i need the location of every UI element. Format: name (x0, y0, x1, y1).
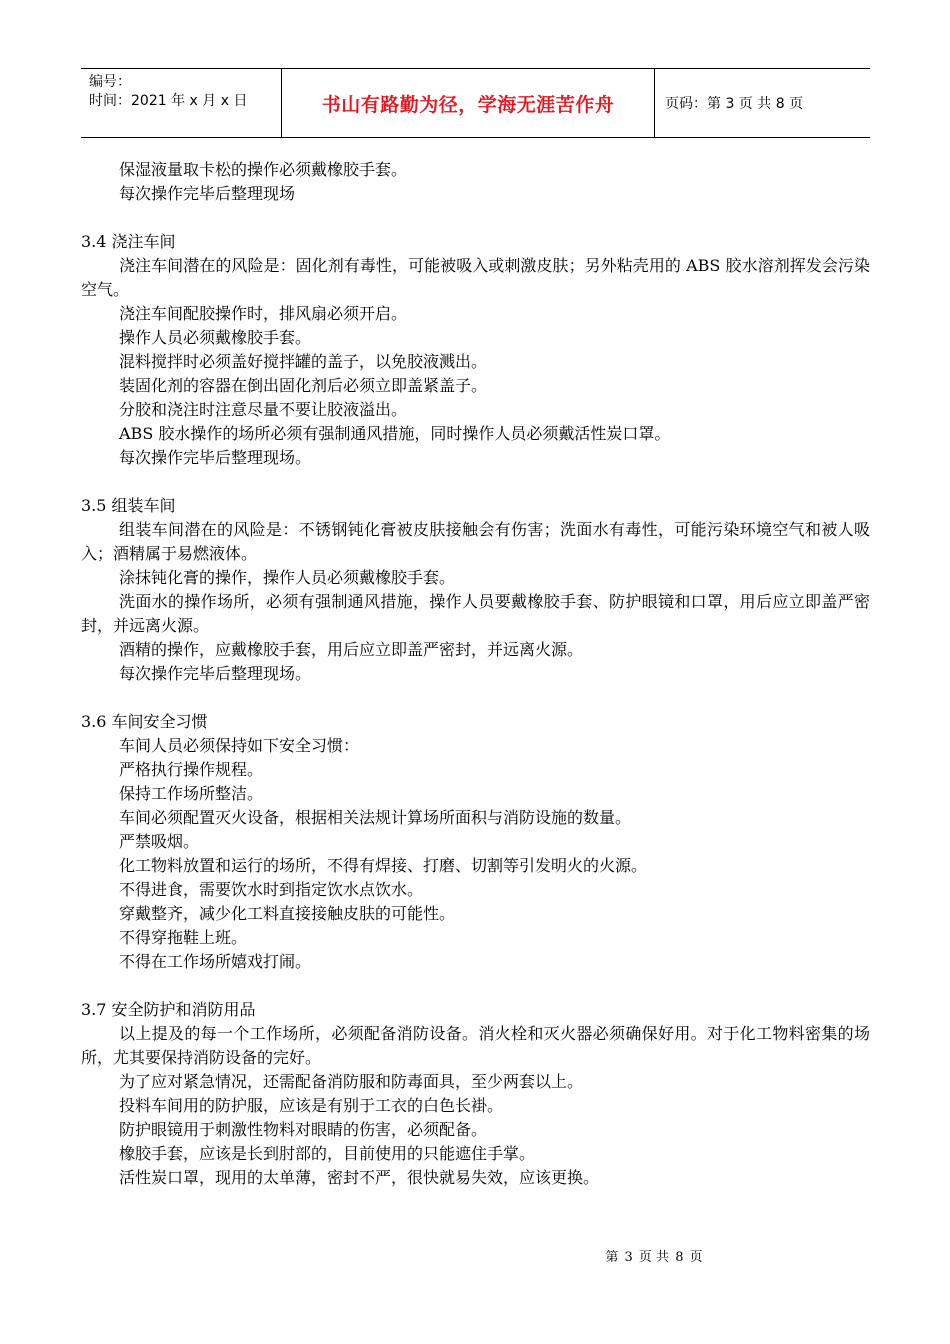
paragraph: 保湿液量取卡松的操作必须戴橡胶手套。 (119, 160, 408, 179)
paragraph: 不得穿拖鞋上班。 (119, 928, 248, 947)
paragraph: 操作人员必须戴橡胶手套。 (119, 328, 312, 347)
footer-total-pages: 8 (675, 1250, 684, 1265)
paragraph: 投料车间用的防护服，应该是有别于工衣的白色长褂。 (119, 1096, 504, 1115)
footer-prefix: 第 (605, 1250, 619, 1265)
intro-block (81, 158, 870, 206)
sections-container (81, 230, 870, 1190)
paragraph: 组装车间潜在的风险是：不锈钢钝化膏被皮肤接触会有伤害；洗面水有毒性，可能污染环境空气和被人吸入；酒精属于易燃液体。 (81, 520, 870, 563)
paragraph: 防护眼镜用于刺激性物料对眼睛的伤害，必须配备。 (119, 1120, 488, 1139)
page-footer (0, 1246, 950, 1265)
paragraph: 严格执行操作规程。 (119, 760, 264, 779)
paragraph: 以上提及的每一个工作场所，必须配备消防设备。消火栓和灭火器必须确保好用。对于化工物料密集的场所，尤其要保持消防设备的完好。 (81, 1024, 870, 1067)
paragraph: 保持工作场所整洁。 (119, 784, 264, 803)
header-page-info: 页码：第 3 页 共 8 页 (665, 96, 804, 112)
section-title: 3.6 车间安全习惯 (81, 712, 208, 731)
paragraph: 严禁吸烟。 (119, 832, 200, 851)
paragraph: 车间人员必须保持如下安全习惯： (119, 736, 360, 755)
page-header (81, 68, 870, 138)
paragraph: 不得在工作场所嬉戏打闹。 (119, 952, 312, 971)
paragraph: 每次操作完毕后整理现场 (119, 184, 296, 203)
paragraph: 装固化剂的容器在倒出固化剂后必须立即盖紧盖子。 (119, 376, 488, 395)
paragraph: ABS 胶水操作的场所必须有强制通风措施，同时操作人员必须戴活性炭口罩。 (119, 424, 671, 443)
paragraph: 分胶和浇注时注意尽量不要让胶液溢出。 (119, 400, 408, 419)
paragraph: 每次操作完毕后整理现场。 (119, 448, 312, 467)
header-meta (81, 69, 282, 137)
paragraph: 为了应对紧急情况，还需配备消防服和防毒面具，至少两套以上。 (119, 1072, 584, 1091)
paragraph: 浇注车间潜在的风险是：固化剂有毒性，可能被吸入或刺激皮肤；另外粘壳用的 ABS 胶水溶剂挥发会污染空气。 (81, 256, 870, 299)
section-title: 3.7 安全防护和消防用品 (81, 1000, 256, 1019)
section-title: 3.5 组装车间 (81, 496, 176, 515)
paragraph: 每次操作完毕后整理现场。 (119, 664, 312, 683)
paragraph: 不得进食，需要饮水时到指定饮水点饮水。 (119, 880, 424, 899)
document-body (81, 158, 870, 1190)
section (81, 998, 870, 1190)
paragraph: 橡胶手套，应该是长到肘部的，目前使用的只能遮住手掌。 (119, 1144, 536, 1163)
paragraph: 洗面水的操作场所，必须有强制通风措施，操作人员要戴橡胶手套、防护眼镜和口罩，用后应立即盖严密封，并远离火源。 (81, 592, 870, 635)
section (81, 230, 870, 470)
section (81, 494, 870, 686)
paragraph: 车间必须配置灭火设备，根据相关法规计算场所面积与消防设施的数量。 (119, 808, 632, 827)
paragraph: 化工物料放置和运行的场所，不得有焊接、打磨、切割等引发明火的火源。 (119, 856, 648, 875)
paragraph: 酒精的操作，应戴橡胶手套，用后应立即盖严密封，并远离火源。 (119, 640, 584, 659)
section (81, 710, 870, 974)
paragraph: 活性炭口罩，现用的太单薄，密封不严，很快就易失效，应该更换。 (119, 1168, 600, 1187)
header-motto: 书山有路勤为径，学海无涯苦作舟 (282, 69, 655, 137)
paragraph: 浇注车间配胶操作时，排风扇必须开启。 (119, 304, 408, 323)
footer-mid: 页 共 (638, 1250, 670, 1265)
header-time-label: 时间：2021 年 x 月 x 日 (89, 93, 248, 109)
header-number-label: 编号： (89, 74, 131, 90)
footer-suffix: 页 (689, 1250, 703, 1265)
paragraph: 混料搅拌时必须盖好搅拌罐的盖子，以免胶液溅出。 (119, 352, 488, 371)
footer-current-page: 3 (624, 1250, 633, 1265)
paragraph: 穿戴整齐，减少化工料直接接触皮肤的可能性。 (119, 904, 456, 923)
paragraph: 涂抹钝化膏的操作，操作人员必须戴橡胶手套。 (119, 568, 456, 587)
section-title: 3.4 浇注车间 (81, 232, 176, 251)
